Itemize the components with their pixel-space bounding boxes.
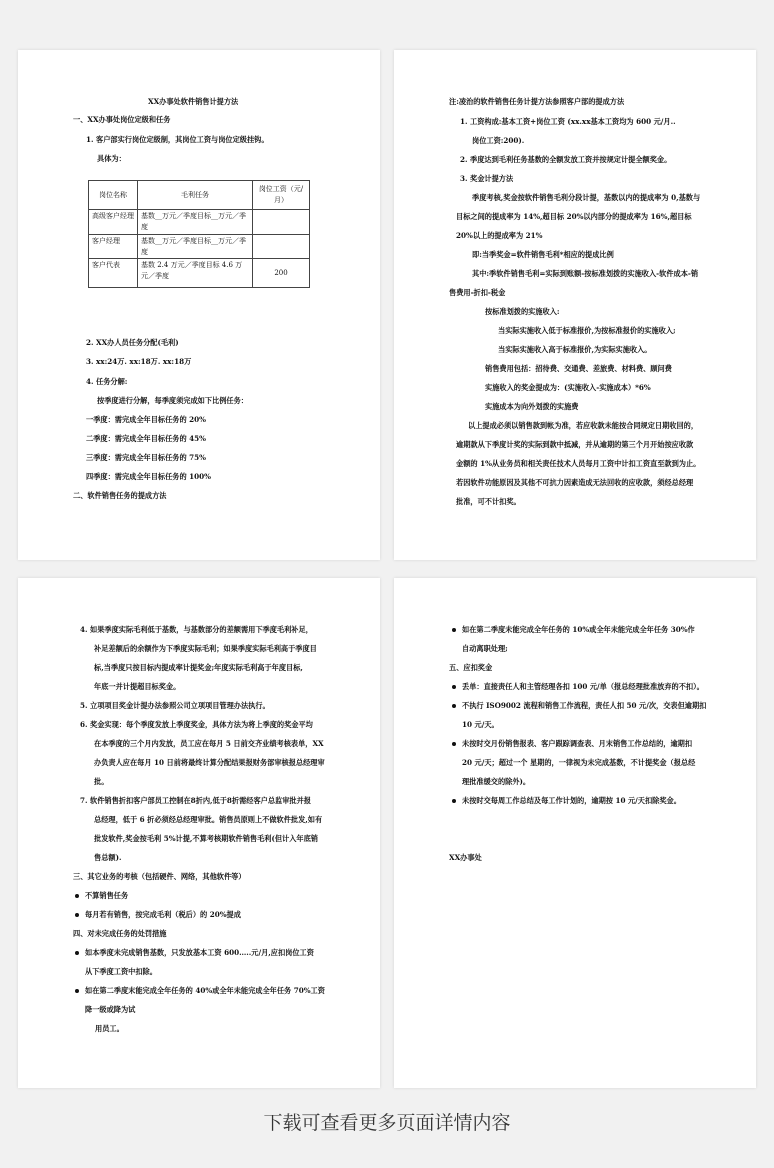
cell-line: 基数 2.4 万元／季度目标 4.6 万 [141,261,243,270]
table-cell: 客户经理 [89,234,138,259]
cell-line: 基数__万元／季度目标__万元／季 [141,212,246,220]
table-header-cell: 岗位名称 [89,181,138,210]
paragraph: 具体为： [97,154,126,163]
signature: XX办事处 [449,853,482,862]
bullet-item: 丢单：直接责任人和主管经理各扣 100 元/单（报总经理批准放弃的不扣）。 [462,682,704,691]
table-cell [253,210,310,235]
bullet-continuation: 20 元/天；超过一个 星期的，一律视为未完成基数，不计提奖金（报总经 [462,758,696,767]
bullet-item: 如本季度未完成销售基数，只发放基本工资 600…..元/月,应扣岗位工资 [85,948,314,957]
section-heading: 五、应扣奖金 [449,663,493,672]
document-page-1 [18,50,380,560]
table-cell [138,210,253,235]
paragraph: 岗位工资:200). [472,136,525,145]
paragraph: 总经理，低于 6 折必须经总经理审批。销售员原则上不做软件批发,如有 [94,815,323,824]
paragraph: 标,当季度只按目标内提成率计提奖金;年度实际毛利高于年度目标, [94,663,303,672]
paragraph: 1. 客户部实行岗位定级制，其岗位工资与岗位定级挂钩。 [86,135,269,144]
cell-line: 基数__万元／季度目标__万元／季 [141,236,246,245]
section-heading: 二、软件销售任务的提成方法 [73,491,167,500]
bullet-continuation: 从下季度工资中扣除。 [85,967,157,976]
paragraph: 当实际实施收入高于标准报价,为实际实施收入。 [498,345,652,354]
bullet-continuation: 理批准缓交的除外)。 [462,777,531,786]
table-header-cell: 岗位工资（元/月） [253,181,310,210]
paragraph: 批发软件,奖金按毛利 5%计提,不算考核期软件销售毛利(但计入年底销 [94,834,318,843]
paragraph: 办负责人应在每月 10 日前将最终计算分配结果报财务部审核报总经理审 [94,758,325,767]
paragraph: 即:当季奖金=软件销售毛利*相应的提成比例 [472,250,614,259]
download-caption: 下载可查看更多页面详情内容 [263,1112,511,1134]
section-heading: 三、其它业务的考核（包括硬件、网络，其他软件等） [73,872,246,881]
quarter-line: 二季度：需完成全年目标任务的 45% [86,434,206,443]
paragraph: 年底一并计提超目标奖金。 [94,682,181,691]
table-cell [138,234,253,259]
bullet-item: 如在第二季度未能完成全年任务的 10%或全年未能完成全年任务 30%作 [462,625,695,634]
paragraph: 其中:季软件销售毛利=实际到账额-按标准划拨的实施收入-软件成本-销 [472,269,699,278]
table-row [89,210,310,235]
note: 注:凌治的软件销售任务计提方法参照客户部的提成方法 [449,97,625,106]
quarter-line: 一季度：需完成全年目标任务的 20% [86,415,206,424]
document-page-3 [18,578,380,1088]
paragraph: 按季度进行分解，每季度须完成如下比例任务： [97,396,248,405]
bullet-continuation: 降一级或降为试 [85,1005,136,1014]
quarter-line: 三季度：需完成全年目标任务的 75% [86,453,206,462]
paragraph: 4. 任务分解: [86,377,128,386]
paragraph: 2. 季度达到毛利任务基数的全额发放工资并按规定计提全额奖金。 [460,155,672,164]
table-cell: 高级客户经理 [89,210,138,235]
bullet-continuation: 自动离职处理; [462,644,508,653]
bullet-continuation: 用员工。 [95,1024,124,1033]
paragraph: 批。 [94,777,109,786]
bullet-item: 未按时交月份销售报表、客户跟踪调查表、月末销售工作总结的，逾期扣 [462,739,693,748]
paragraph: 20%以上的提成率为 21% [456,231,543,240]
document-page-2 [394,50,756,560]
bullet-item: 不执行 ISO9002 流程和销售工作流程，责任人扣 50 元/次，交表但逾期扣 [462,701,707,710]
paragraph: 4. 如果季度实际毛利低于基数，与基数部分的差额需用下季度毛利补足， [80,625,313,634]
document-page-4 [394,578,756,1088]
paragraph: 批准，可不计扣奖。 [456,497,521,506]
paragraph: 当实际实施收入低于标准报价,为按标准报价的实施收入; [498,326,676,335]
paragraph: 售费用-折扣-税金 [449,288,506,297]
table-row [89,259,310,288]
table-cell [253,234,310,259]
section-heading: 四、对未完成任务的处罚措施 [73,929,167,938]
paragraph: 若因软件功能原因及其他不可抗力因素造成无法回收的应收款，须经总经理 [456,478,694,487]
bullet-item: 每月若有销售，按完成毛利（税后）的 20%提成 [85,910,241,919]
bullet-item: 不算销售任务 [85,891,129,900]
position-table [88,180,310,288]
table-cell [138,259,253,288]
paragraph: 季度考核,奖金按软件销售毛利分段计提，基数以内的提成率为 0,基数与 [472,193,701,202]
paragraph: 销售费用包括：招待费、交通费、差旅费、材料费、顾问费 [485,364,672,373]
paragraph: 7. 软件销售折扣客户部员工控制在8折内,低于8折需经客户总监审批并报 [80,796,311,805]
bullet-continuation: 10 元/天。 [462,720,499,729]
paragraph: 目标之间的提成率为 14%,超目标 20%以内部分的提成率为 16%,超目标 [456,212,692,221]
paragraph: 金额的 1%从业务员和相关责任技术人员每月工资中计扣工资直至款到为止。 [456,459,701,468]
paragraph: 1. 工资构成:基本工资+岗位工资 (xx.xx基本工资均为 600 元/月.. [460,117,676,126]
paragraph: 实施收入的奖金提成为：(实施收入-实施成本）*6% [485,383,651,392]
doc-title: XX办事处软件销售计提方法 [148,97,239,106]
paragraph: 按标准划拨的实施收入: [485,307,560,316]
paragraph: 6. 奖金实现：每个季度发放上季度奖金，具体方法为将上季度的奖金平均 [80,720,313,729]
section-heading: 一、XX办事处岗位定级和任务 [73,115,171,124]
bullet-item: 如在第二季度末能完成全年任务的 40%或全年未能完成全年任务 70%工资 [85,986,325,995]
table-cell: 200 [253,259,310,288]
cell-line: 度 [141,222,148,231]
bullet-item: 未按时交每周工作总结及每工作计划的，逾期按 10 元/天扣除奖金。 [462,796,681,805]
paragraph: 补足差额后的余额作为下季度实际毛利；如果季度实际毛利高于季度目 [94,644,317,653]
paragraph: 售总额). [94,853,122,862]
table-row [89,234,310,259]
paragraph: 逾期款从下季度计奖的实际到款中抵减，并从逾期的第三个月开始按应收款 [456,440,694,449]
paragraph: 3. 奖金计提方法 [460,174,514,183]
table-header-cell: 毛利任务 [138,181,253,210]
paragraph: 实施成本为向外划拨的实施费 [485,402,579,411]
quarter-line: 四季度：需完成全年目标任务的 100% [86,472,211,481]
paragraph: 5. 立项项目奖金计提办法参照公司立项项目管理办法执行。 [80,701,270,710]
paragraph: 3. xx:24万. xx:18万. xx:18万 [86,357,192,366]
table-header-row [89,181,310,210]
cell-line: 元／季度 [141,272,169,281]
paragraph: 在本季度的三个月内发放，员工应在每月 5 日前交齐业绩考核表单，XX [94,739,324,748]
cell-line: 度 [141,247,148,256]
paragraph: 2. XX办人员任务分配(毛利) [86,338,179,347]
table-cell: 客户代表 [89,259,138,288]
paragraph: 以上提成必须以销售款到帐为准，若应收款未能按合同规定日期收回的， [468,421,699,430]
